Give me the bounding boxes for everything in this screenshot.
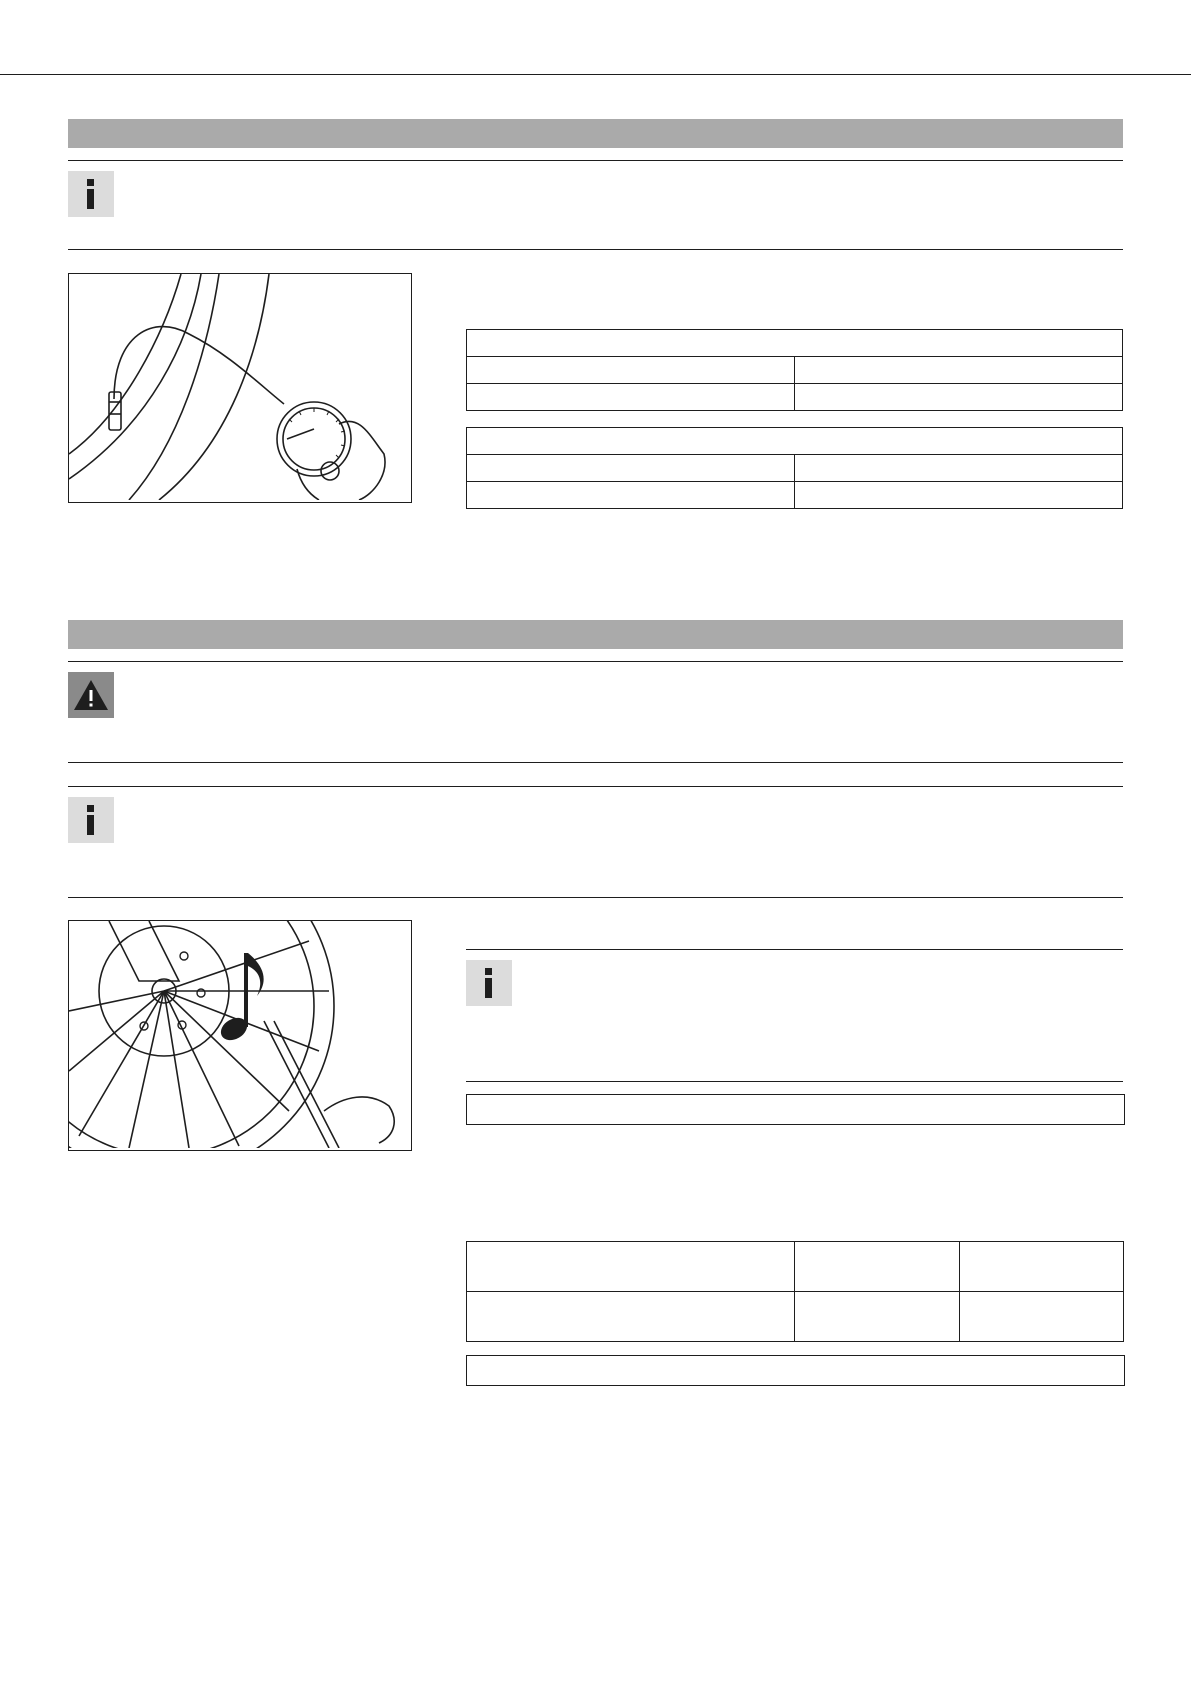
single-row-box-2	[466, 1355, 1125, 1386]
single-row-box-1	[466, 1094, 1125, 1125]
table-b-cell	[795, 455, 1123, 482]
warning-icon	[68, 672, 114, 718]
spoke-check-figure	[68, 920, 412, 1151]
section-1-info-top-rule	[68, 160, 1123, 161]
table-b-cell	[467, 482, 795, 509]
table-c-cell	[795, 1242, 960, 1292]
table-a-cell	[467, 357, 795, 384]
table-a-cell	[795, 384, 1123, 411]
info-icon	[466, 960, 512, 1006]
section-2-info-top-rule	[68, 786, 1123, 787]
spec-table-a	[466, 329, 1123, 411]
table-b-header	[467, 428, 1123, 455]
tire-pressure-gauge-figure	[68, 273, 412, 503]
info-icon	[68, 171, 114, 217]
section-2-warning-bottom-rule	[68, 762, 1123, 763]
table-a-header	[467, 330, 1123, 357]
table-c-cell	[960, 1242, 1124, 1292]
spoke-check-illustration	[69, 921, 409, 1148]
spec-table-c	[466, 1241, 1124, 1342]
table-c-cell	[467, 1292, 795, 1342]
spec-table-b	[466, 427, 1123, 509]
section-2-info-bottom-rule	[68, 897, 1123, 898]
table-a-cell	[795, 357, 1123, 384]
table-c-cell	[467, 1242, 795, 1292]
table-c-cell	[960, 1292, 1124, 1342]
section-1-info-bottom-rule	[68, 249, 1123, 250]
info-icon	[68, 797, 114, 843]
page-header-rule	[0, 74, 1191, 75]
table-c-cell	[795, 1292, 960, 1342]
inner-info-bottom-rule	[466, 1081, 1123, 1082]
section-2-warning-top-rule	[68, 661, 1123, 662]
tire-gauge-illustration	[69, 274, 409, 500]
section-1-title-bar	[68, 119, 1123, 148]
section-2-title-bar	[68, 620, 1123, 649]
table-a-cell	[467, 384, 795, 411]
table-b-cell	[795, 482, 1123, 509]
table-b-cell	[467, 455, 795, 482]
inner-info-top-rule	[466, 949, 1123, 950]
